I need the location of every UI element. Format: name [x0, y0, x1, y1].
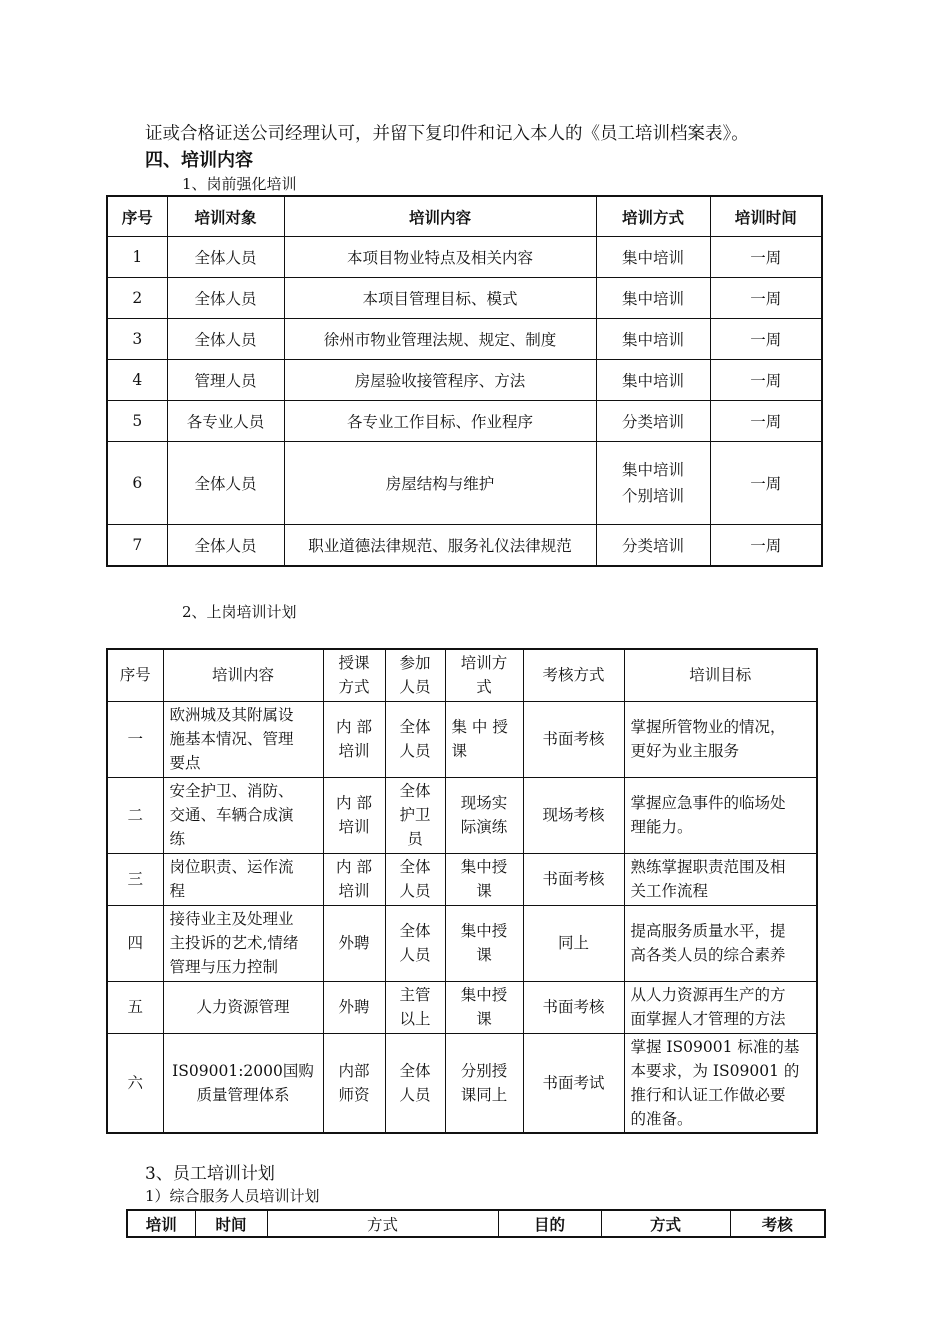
table-cell: 一周: [710, 237, 822, 278]
table-row: [107, 905, 817, 981]
table-cell: 全体 护卫 员: [385, 777, 445, 853]
service-staff-training-table: [126, 1209, 826, 1238]
header-cell: 培训内容: [284, 196, 596, 237]
table-cell: 3: [107, 319, 167, 360]
table-cell: 全体人员: [167, 525, 284, 567]
header-cell: 培训对象: [167, 196, 284, 237]
header-cell: 方式: [267, 1210, 498, 1237]
table-cell: 内 部 培训: [323, 701, 385, 777]
table-cell: 六: [107, 1033, 163, 1133]
header-cell: 时间: [195, 1210, 267, 1237]
table-cell: 全体 人员: [385, 853, 445, 905]
table-cell: 主管 以上: [385, 981, 445, 1033]
table-row: [107, 981, 817, 1033]
table-cell: 各专业人员: [167, 401, 284, 442]
header-cell: 考核方式: [523, 649, 624, 701]
header-cell: 序号: [107, 196, 167, 237]
table-cell: 集中授 课: [445, 853, 523, 905]
sub-heading-on-job-training: 2、上岗培训计划: [182, 603, 297, 621]
table-cell: 一周: [710, 360, 822, 401]
table-row: [107, 442, 822, 525]
table-cell: 1: [107, 237, 167, 278]
header-cell: 培训方 式: [445, 649, 523, 701]
intro-paragraph: 证或合格证送公司经理认可，并留下复印件和记入本人的《员工培训档案表》。: [145, 124, 749, 144]
table-cell: 欧洲城及其附属设 施基本情况、管理 要点: [163, 701, 323, 777]
header-cell: 序号: [107, 649, 163, 701]
table-cell: 安全护卫、消防、 交通、车辆合成演 练: [163, 777, 323, 853]
table-cell: 掌握应急事件的临场处 理能力。: [624, 777, 817, 853]
table-cell: 分类培训: [596, 525, 710, 567]
header-cell: 方式: [601, 1210, 730, 1237]
table-cell: IS09001:2000国购 质量管理体系: [163, 1033, 323, 1133]
table-cell: 一周: [710, 401, 822, 442]
table-cell: 外聘: [323, 981, 385, 1033]
table-cell: 内部 师资: [323, 1033, 385, 1133]
header-cell: 培训方式: [596, 196, 710, 237]
table-cell: 书面考核: [523, 981, 624, 1033]
table-cell: 熟练掌握职责范围及相 关工作流程: [624, 853, 817, 905]
table-cell: 集 中 授 课: [445, 701, 523, 777]
header-cell: 培训目标: [624, 649, 817, 701]
table-row: [107, 319, 822, 360]
table-header-row: [107, 649, 817, 701]
table-cell: 从人力资源再生产的方 面掌握人才管理的方法: [624, 981, 817, 1033]
table-cell: 一周: [710, 442, 822, 525]
on-job-training-table: [106, 648, 818, 1134]
table-row: [107, 1033, 817, 1133]
table-cell: 全体人员: [167, 442, 284, 525]
table-cell: 房屋验收接管程序、方法: [284, 360, 596, 401]
table-cell: 全体人员: [167, 319, 284, 360]
table-cell: 一周: [710, 319, 822, 360]
table-cell: 岗位职责、运作流 程: [163, 853, 323, 905]
table-cell: 内 部 培训: [323, 777, 385, 853]
table-cell: 书面考试: [523, 1033, 624, 1133]
table-cell: 书面考核: [523, 853, 624, 905]
table-cell: 四: [107, 905, 163, 981]
table-cell: 内 部 培训: [323, 853, 385, 905]
table-cell: 一周: [710, 525, 822, 567]
table-row: [107, 525, 822, 567]
table-row: [107, 777, 817, 853]
table-cell: 本项目管理目标、模式: [284, 278, 596, 319]
section-heading: 四、培训内容: [145, 150, 253, 171]
header-cell: 培训: [127, 1210, 195, 1237]
table-row: [107, 237, 822, 278]
table-row: [107, 360, 822, 401]
table-cell: 房屋结构与维护: [284, 442, 596, 525]
table-cell: 全体 人员: [385, 701, 445, 777]
table-cell: 6: [107, 442, 167, 525]
table-cell: 全体 人员: [385, 905, 445, 981]
header-cell: 培训内容: [163, 649, 323, 701]
table-cell: 五: [107, 981, 163, 1033]
table-header-row: [127, 1210, 825, 1237]
table-row: [107, 853, 817, 905]
table-cell: 各专业工作目标、作业程序: [284, 401, 596, 442]
table-cell: 集中授 课: [445, 981, 523, 1033]
sub-heading-pre-job-training: 1、岗前强化培训: [182, 175, 297, 193]
table-cell: 提高服务质量水平，提 高各类人员的综合素养: [624, 905, 817, 981]
sub-heading-staff-training: 3、员工培训计划: [145, 1164, 275, 1184]
table-cell: 集中培训: [596, 278, 710, 319]
table-cell: 集中授 课: [445, 905, 523, 981]
table-cell: 分类培训: [596, 401, 710, 442]
table-cell: 分别授 课同上: [445, 1033, 523, 1133]
table-cell: 一周: [710, 278, 822, 319]
table-header-row: [107, 196, 822, 237]
table-cell: 外聘: [323, 905, 385, 981]
table-cell: 4: [107, 360, 167, 401]
table-cell: 2: [107, 278, 167, 319]
table-cell: 现场实 际演练: [445, 777, 523, 853]
table-cell: 一: [107, 701, 163, 777]
header-cell: 考核: [730, 1210, 825, 1237]
table-cell: 接待业主及处理业 主投诉的艺术,情绪 管理与压力控制: [163, 905, 323, 981]
table-cell: 全体人员: [167, 278, 284, 319]
table-cell: 同上: [523, 905, 624, 981]
table-cell: 现场考核: [523, 777, 624, 853]
header-cell: 参加 人员: [385, 649, 445, 701]
header-cell: 授课 方式: [323, 649, 385, 701]
table-row: [107, 401, 822, 442]
sub-heading-service-staff-plan: 1）综合服务人员培训计划: [145, 1187, 320, 1205]
table-cell: 掌握所管物业的情况， 更好为业主服务: [624, 701, 817, 777]
table-cell: 人力资源管理: [163, 981, 323, 1033]
table-cell: 集中培训 个别培训: [596, 442, 710, 525]
table-row: [107, 701, 817, 777]
table-cell: 集中培训: [596, 360, 710, 401]
table-cell: 二: [107, 777, 163, 853]
table-cell: 全体人员: [167, 237, 284, 278]
table-cell: 三: [107, 853, 163, 905]
table-cell: 掌握 IS09001 标准的基 本要求，为 IS09001 的 推行和认证工作做必要 的准备。: [624, 1033, 817, 1133]
table-cell: 徐州市物业管理法规、规定、制度: [284, 319, 596, 360]
table-cell: 管理人员: [167, 360, 284, 401]
table-row: [107, 278, 822, 319]
table-cell: 书面考核: [523, 701, 624, 777]
table-cell: 7: [107, 525, 167, 567]
table-cell: 5: [107, 401, 167, 442]
table-cell: 本项目物业特点及相关内容: [284, 237, 596, 278]
table-cell: 集中培训: [596, 237, 710, 278]
header-cell: 目的: [498, 1210, 601, 1237]
header-cell: 培训时间: [710, 196, 822, 237]
table-cell: 全体 人员: [385, 1033, 445, 1133]
pre-job-training-table: [106, 195, 823, 567]
table-cell: 职业道德法律规范、服务礼仪法律规范: [284, 525, 596, 567]
table-cell: 集中培训: [596, 319, 710, 360]
